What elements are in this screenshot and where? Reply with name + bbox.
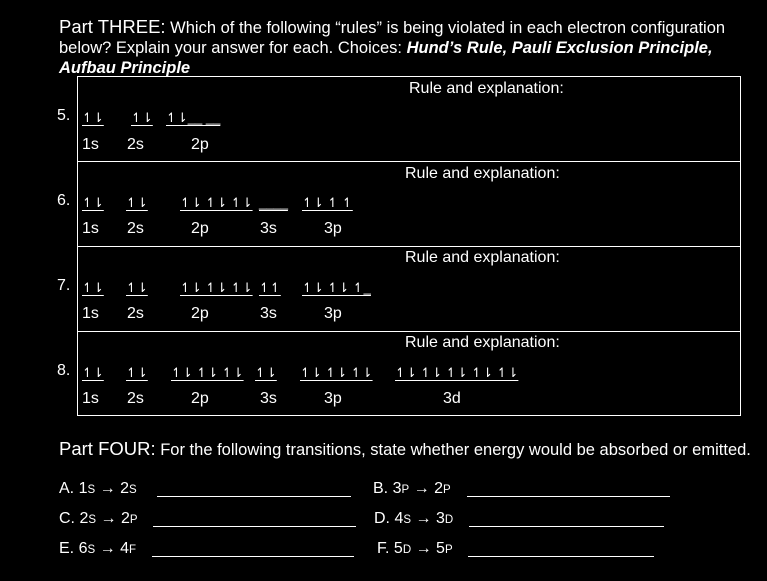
part-three-prompt	[59, 17, 749, 78]
from-level: 4	[394, 510, 404, 527]
question-letter: A.	[59, 480, 75, 497]
orbital-2p: ↿⇂ ↿⇂ ↿⇂	[180, 195, 253, 210]
part-four-heading: Part FOUR:	[59, 438, 156, 459]
orbital-2s: ↿⇂	[126, 280, 148, 295]
orbital-1s: ↿⇂	[82, 110, 104, 125]
sublevel-label: 3s	[260, 390, 277, 407]
transition-question	[373, 480, 451, 498]
answer-blank[interactable]	[469, 512, 664, 527]
orbital-3p: ↿⇂ ↿⇂ ↿⇂	[300, 365, 373, 380]
orbital-2s: ↿⇂	[126, 195, 148, 210]
sublevel-label: 1s	[82, 136, 99, 153]
orbital-3s: ↿↿	[259, 280, 281, 295]
part-three-heading: Part THREE:	[59, 16, 166, 37]
from-level: 1	[78, 480, 88, 497]
to-sublevel: D	[444, 514, 454, 526]
row-divider	[78, 331, 740, 332]
orbital-2p: ↿⇂__ __	[166, 110, 221, 125]
orbital-2p: ↿⇂ ↿⇂ ↿⇂	[180, 280, 253, 295]
orbital-1s: ↿⇂	[82, 195, 104, 210]
transition-question	[59, 480, 137, 498]
orbital-1s: ↿⇂	[82, 280, 104, 295]
transition-question	[59, 540, 136, 558]
rule-label: Rule and explanation:	[405, 249, 560, 266]
from-level: 2	[79, 510, 89, 527]
to-sublevel: P	[442, 484, 451, 496]
sublevel-label: 3p	[324, 220, 342, 237]
arrow-icon: →	[415, 540, 432, 557]
row-divider	[78, 161, 740, 162]
to-sublevel: S	[128, 484, 137, 496]
question-letter: B.	[373, 480, 389, 497]
sublevel-label: 2p	[191, 390, 209, 407]
from-sublevel: S	[87, 544, 96, 556]
arrow-icon: →	[99, 480, 116, 497]
sublevel-label: 2p	[191, 305, 209, 322]
orbital-3p: ↿⇂ ↿⇂ ↿_	[302, 280, 371, 295]
orbital-2s: ↿⇂	[126, 365, 148, 380]
orbital-3d: ↿⇂ ↿⇂ ↿⇂ ↿⇂ ↿⇂	[395, 365, 519, 380]
sublevel-label: 3s	[260, 305, 277, 322]
to-sublevel: F	[128, 544, 136, 556]
from-level: 6	[78, 540, 88, 557]
arrow-icon: →	[413, 480, 430, 497]
row-number: 6.	[57, 192, 71, 209]
sublevel-label: 2s	[127, 136, 144, 153]
sublevel-label: 2s	[127, 305, 144, 322]
question-letter: F.	[377, 540, 390, 557]
to-sublevel: P	[129, 514, 138, 526]
sublevel-label: 2p	[191, 220, 209, 237]
to-level: 2	[120, 510, 130, 527]
arrow-icon: →	[100, 510, 117, 527]
row-number: 5.	[57, 107, 71, 124]
question-letter: D.	[374, 510, 390, 527]
from-sublevel: S	[87, 484, 96, 496]
orbital-2s: ↿⇂	[131, 110, 153, 125]
part-four-prompt	[59, 438, 751, 460]
sublevel-label: 2p	[191, 136, 209, 153]
sublevel-label: 3p	[324, 305, 342, 322]
question-letter: E.	[59, 540, 75, 557]
from-sublevel: S	[88, 514, 97, 526]
answer-blank[interactable]	[467, 482, 670, 497]
row-divider	[78, 246, 740, 247]
question-letter: C.	[59, 510, 75, 527]
to-level: 2	[120, 480, 129, 497]
sublevel-label: 1s	[82, 220, 99, 237]
row-number: 8.	[57, 362, 71, 379]
to-level: 3	[435, 510, 445, 527]
from-sublevel: S	[403, 514, 412, 526]
sublevel-label: 3s	[260, 220, 277, 237]
rule-label: Rule and explanation:	[405, 165, 560, 182]
sublevel-label: 3d	[443, 390, 461, 407]
sublevel-label: 1s	[82, 305, 99, 322]
orbital-2p: ↿⇂ ↿⇂ ↿⇂	[171, 365, 244, 380]
sublevel-label: 2s	[127, 390, 144, 407]
orbital-3s: ↿⇂	[255, 365, 277, 380]
from-sublevel: P	[401, 484, 410, 496]
transition-question	[59, 510, 138, 528]
transition-question	[377, 540, 453, 558]
sublevel-label: 3p	[324, 390, 342, 407]
part-four-question: For the following transitions, state whether energy would be absorbed or emitted.	[160, 441, 751, 459]
from-sublevel: D	[402, 544, 412, 556]
orbital-3p: ↿⇂ ↿ ↿	[302, 195, 353, 210]
part-three-choices: Hund’s Rule, Pauli Exclusion Principle, Aufbau Principle	[59, 39, 713, 77]
to-level: 4	[120, 540, 129, 557]
orbital-3s: ____	[259, 195, 288, 210]
to-level: 2	[434, 480, 443, 497]
rule-label: Rule and explanation:	[405, 334, 560, 351]
row-number: 7.	[57, 277, 71, 294]
arrow-icon: →	[415, 510, 432, 527]
sublevel-label: 1s	[82, 390, 99, 407]
to-sublevel: P	[444, 544, 453, 556]
answer-blank[interactable]	[157, 482, 351, 497]
sublevel-label: 2s	[127, 220, 144, 237]
rule-label: Rule and explanation:	[409, 80, 564, 97]
transition-question	[374, 510, 453, 528]
orbital-1s: ↿⇂	[82, 365, 104, 380]
from-level: 5	[393, 540, 403, 557]
answer-blank[interactable]	[153, 512, 356, 527]
answer-blank[interactable]	[468, 542, 654, 557]
part-three-question: Which of the following “rules” is being violated in each electron configuration below? Explain your answer for each. Choices:	[59, 19, 726, 57]
arrow-icon: →	[99, 540, 116, 557]
to-level: 5	[436, 540, 445, 557]
from-level: 3	[392, 480, 402, 497]
answer-blank[interactable]	[152, 542, 354, 557]
